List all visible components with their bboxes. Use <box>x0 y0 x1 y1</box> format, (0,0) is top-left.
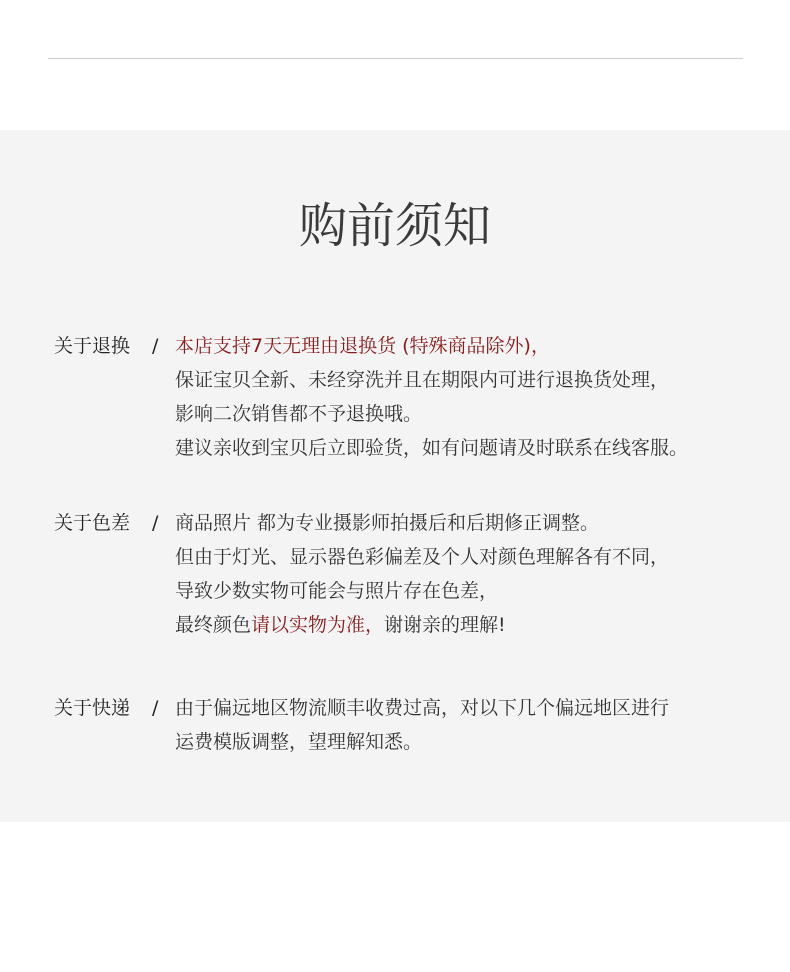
body-line: 运费模版调整，望理解知悉。 <box>175 731 423 753</box>
body-line <box>175 329 688 363</box>
body-line <box>175 608 669 642</box>
body-line: 导致少数实物可能会与照片存在色差， <box>175 580 499 602</box>
section-body <box>175 329 688 465</box>
page-title: 购前须知 <box>298 198 491 254</box>
body-line: 由于偏远地区物流顺丰收费过高，对以下几个偏远地区进行 <box>175 697 670 719</box>
section-label: 关于快递 <box>54 697 131 719</box>
body-line: 但由于灯光、显示器色彩偏差及个人对颜色理解各有不同， <box>175 546 670 568</box>
body-text: 最终颜色 <box>175 614 252 636</box>
section-label: 关于退换 <box>54 335 131 357</box>
body-line: 建议亲收到宝贝后立即验货，如有问题请及时联系在线客服。 <box>175 437 689 459</box>
top-divider <box>48 58 743 59</box>
section-label: 关于色差 <box>54 512 131 534</box>
body-line: 影响二次销售都不予退换哦。 <box>175 403 423 425</box>
section-body <box>175 691 669 759</box>
body-line: 商品照片 都为专业摄影师拍摄后和后期修正调整。 <box>175 512 600 534</box>
bottom-blank-area <box>0 822 790 972</box>
notice-panel <box>0 130 790 822</box>
section-separator: / <box>152 697 159 719</box>
highlight-text: 本店支持7天无理由退换货 (特殊商品除外)， <box>175 335 550 357</box>
section-separator: / <box>152 335 159 357</box>
section-body <box>175 506 669 642</box>
highlight-text: 请以实物为准， <box>251 614 385 636</box>
body-line: 保证宝贝全新、未经穿洗并且在期限内可进行退换货处理， <box>175 369 670 391</box>
body-text: 谢谢亲的理解! <box>384 614 506 636</box>
section-separator: / <box>152 512 159 534</box>
